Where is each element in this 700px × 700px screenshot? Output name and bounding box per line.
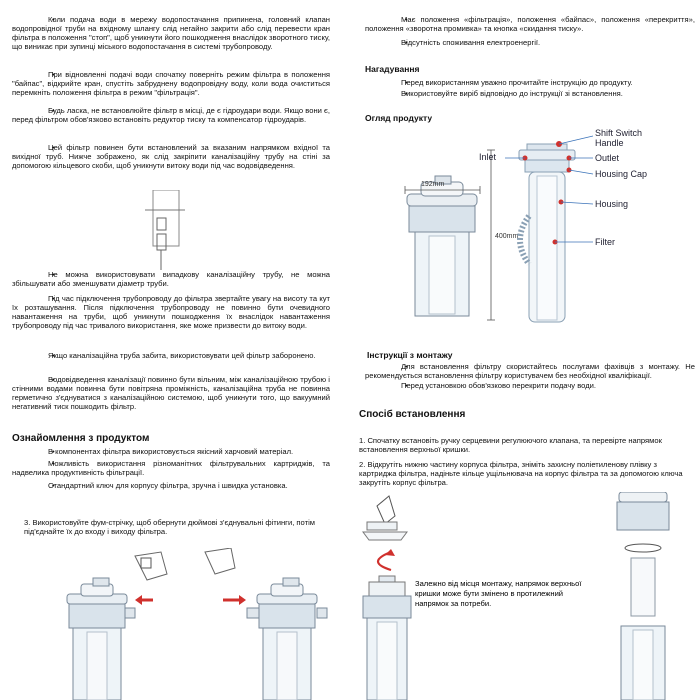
reminder-1: • Перед використанням уважно прочитайте інструкцію до продукту.: [365, 78, 695, 87]
right-column: [355, 0, 700, 700]
reminder-heading: Нагадування: [365, 64, 420, 74]
feature-2: • Можливість використання різноманітних фільтрувальних картриджів, та надвелика продуктивність фільтрації.: [12, 459, 330, 477]
feature-3: • Стандартний ключ для корпусу фільтра, зручна і швидка установка.: [12, 481, 330, 490]
note-line-3: напрямок за потреби.: [415, 599, 492, 608]
cartridge-assembly-figure: [617, 492, 669, 700]
install-method-heading: Спосіб встановлення: [359, 409, 466, 420]
product-overview-heading: Огляд продукту: [365, 113, 433, 123]
hand-tape-figure: [135, 552, 167, 580]
small-filter-photo: [407, 176, 477, 316]
step-3-text: 3. Використовуйте фум-стрічку, щоб обернути дюймові з'єднувальні фітинги, потім під'єднайте їх до входу і виходу фільтра.: [24, 518, 315, 537]
cap-rotation-figure: [363, 496, 411, 700]
label-housing: Housing: [595, 199, 629, 209]
label-shift-switch-line1: Shift Switch: [595, 128, 643, 138]
install-note-1: • Для встановлення фільтру скористайтесь послугами фахівців з монтажу. Не рекомендується встановлення фільтру користувачем без необхідної кваліфікації.: [365, 362, 695, 380]
product-intro-heading: Ознайомлення з продуктом: [12, 433, 150, 444]
exploded-filter-drawing: [519, 141, 575, 322]
feature-valve-modes: • Має положення «фільтрація», положення «байпас», положення «перекриття», положення «зворотна промивка» та кнопка «скидання тиску».: [365, 15, 695, 33]
warning-paragraph-5: • Не можна використовувати випадкову каналізаційну трубу, не можна збільшувати або зменшувати діаметр труби.: [12, 270, 330, 288]
warning-paragraph-3: • Будь ласка, не встановлюйте фільтр в місці, де є гідроудари води. Якщо вони є, перед фільтром обов'язково встановіть редуктор тиску та компенсатор гідроударів.: [12, 106, 330, 124]
label-filter: Filter: [595, 237, 615, 247]
label-inlet: Inlet: [479, 152, 497, 162]
label-outlet: Outlet: [595, 153, 620, 163]
note-line-1: Залежно від місця монтажу, напрямок верхньої: [415, 579, 582, 588]
left-column: [0, 0, 345, 700]
warning-paragraph-7: • Якщо каналізаційна труба забита, використовувати цей фільтр заборонено.: [12, 351, 330, 360]
method-step-1: 1. Спочатку встановіть ручку серцевини регулюючого клапана, та перевірте напрямок встановлення верхньої кришки.: [359, 436, 662, 455]
drain-pipe-illustration: [135, 190, 215, 272]
cap-direction-note: [415, 573, 586, 608]
width-dimension: 192mm: [421, 181, 445, 188]
label-housing-cap: Housing Cap: [595, 169, 648, 179]
install-steps-illustration: [355, 492, 700, 700]
note-line-2: кришки може бути змінено в протилежний: [415, 589, 564, 598]
warning-paragraph-6: • Під час підключення трубопроводу до фільтра звертайте увагу на висоту та кут їх розташування. Після підключення трубопроводу не повинно бути очевидного навантаження на труби, щоб уникнути пошкодження їх внаслідок навантаження трубопроводу під час тривалого використання, яке може призвести до витоку води.: [12, 294, 330, 330]
method-step-2: 2. Відкрутіть нижню частину корпуса фільтра, зніміть захисну поліетиленову плівку з картриджа фільтра, надіньте кільце ущільнювача на корпус фільтра та за допомогою ключа закрутіть корпус фільтра.: [359, 460, 683, 488]
filter-left-figure: [67, 578, 135, 700]
product-overview-diagram: [355, 122, 700, 342]
filter-right-figure: [247, 578, 327, 700]
tape-wrap-illustration: [55, 548, 335, 700]
warning-paragraph-4: • Цей фільтр повинен бути встановлений за вказаним напрямком вхідної та вихідної труб. Нижче зображено, як слід закріпити каналізаційну трубу на стіні за допомогою кільцевого скоби, щоб уникнути витоку води під час водовідведення.: [12, 143, 330, 170]
warning-paragraph-1: • Коли подача води в мережу водопостачання припинена, головний клапан водопровідної труби на вхідному шлангу слід негайно закрити або слід перевести кран фільтра в положення "стоп", щоб уникнути його пошкодження внаслідок зворотного тиску, що виникає при зупинці міського водопостачання в системі трубопроводу.: [12, 15, 330, 51]
warning-paragraph-8: • Водовідведення каналізації повинно бути вільним, між каналізаційною трубою і стінними водами повинна бути повітряна проміжність, каналізаційна труба не повинна герметично з'єднуватися з каналізаційною системою, щоб уникнути того, що вакуумний негативний тиск пошкодить фільтр.: [12, 375, 330, 411]
label-shift-switch: [595, 128, 645, 148]
feature-no-electricity: • Відсутність споживання електроенергії.: [365, 38, 695, 47]
label-shift-switch-line2: Handle: [595, 138, 624, 148]
warning-paragraph-2: • При відновленні подачі води спочатку поверніть режим фільтра в положення "байпас", відкрийте кран, спустіть забруднену водопровідну воду, коли вода очиститься перемкніть положення фільтра в режим "фільтрація".: [12, 70, 330, 97]
height-dimension: 400mm: [495, 233, 519, 240]
reminder-2: • Використовуйте виріб відповідно до інструкції зі встановлення.: [365, 89, 695, 98]
feature-1: • В компонентах фільтра використовується якісний харчовий матеріал.: [12, 447, 330, 456]
installation-heading: Інструкції з монтажу: [367, 350, 453, 360]
install-note-2: • Перед установкою обов'язково перекрити подачу води.: [365, 381, 695, 390]
